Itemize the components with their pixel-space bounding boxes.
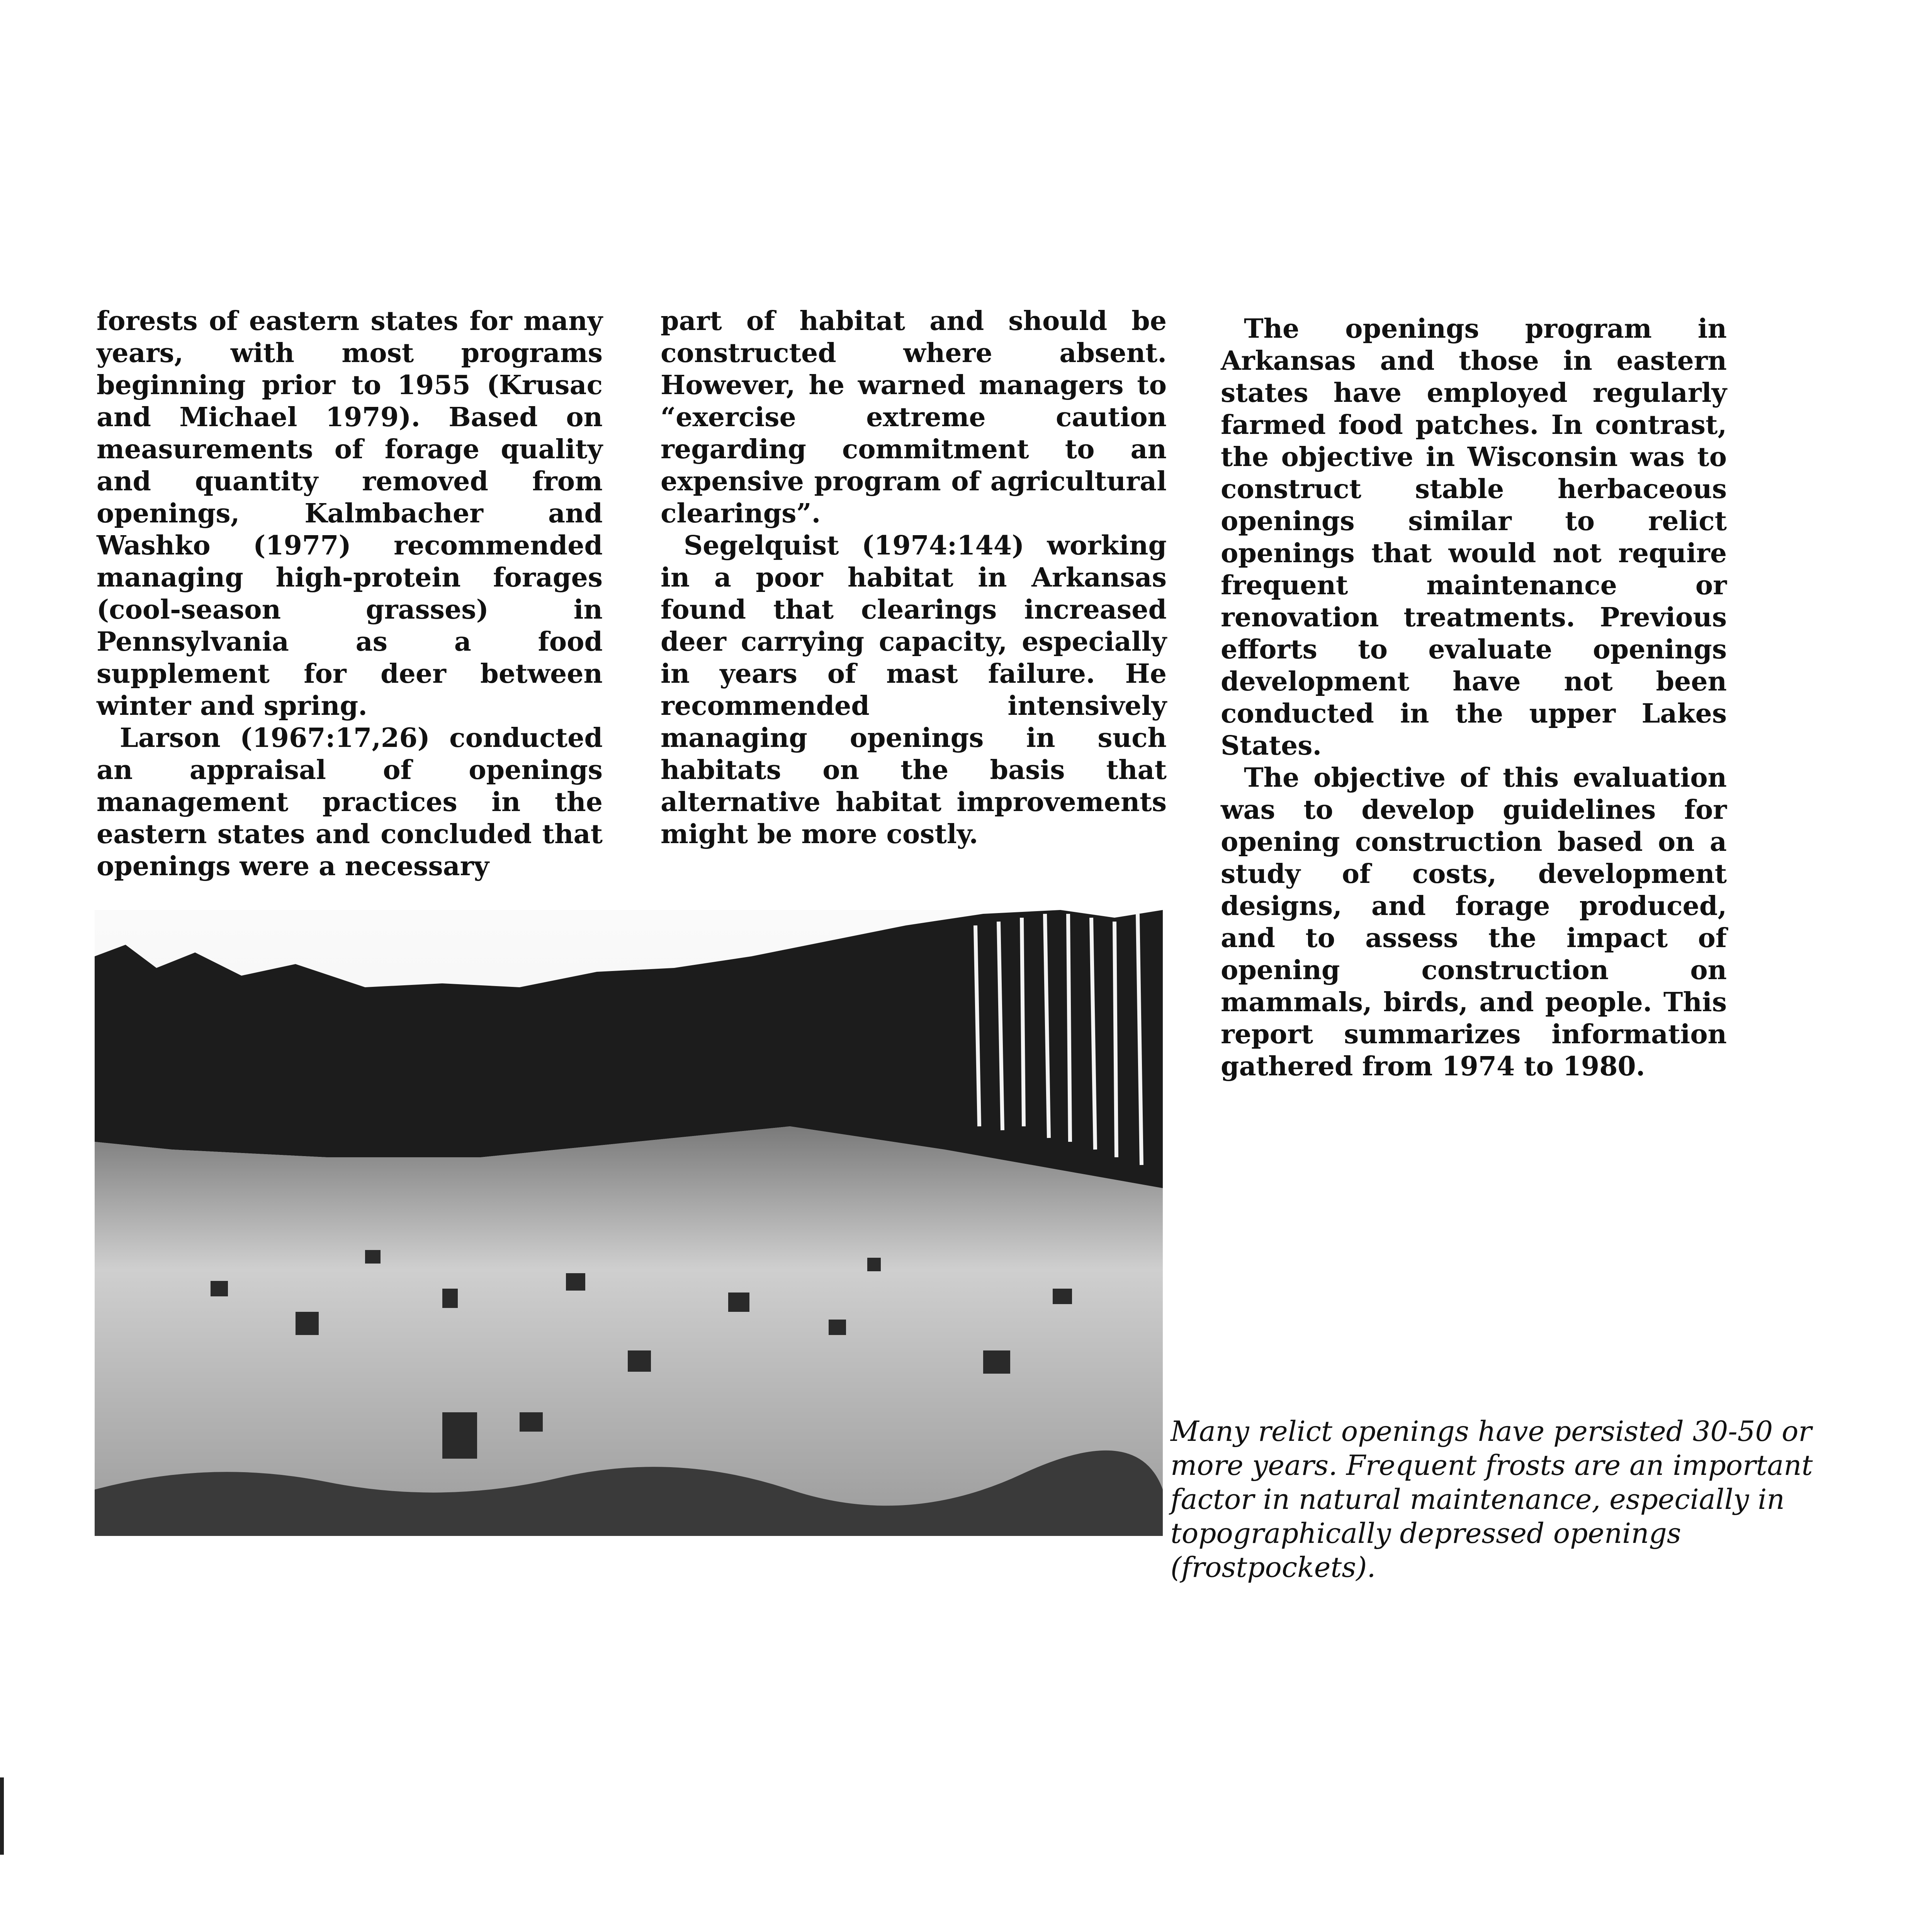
text-column-2 [661,305,1167,850]
photo-caption: Many relict openings have persisted 30-50 or more years. Frequent frosts are an important factor in natural maintenance, especially in topographically depressed openings (frostpockets). [1171,1415,1813,1583]
text-column-3 [1221,313,1727,1083]
paragraph: Segelquist (1974:144) working in a poor habitat in Arkansas found that clearings increased deer carrying capacity, especially in years of mast failure. He recommended intensively managing openings in such habitats on the basis that alternative habitat improvements might be more costly. [661,530,1167,850]
photo-illustration [95,910,1163,1536]
paragraph: forests of eastern states for many years, with most programs beginning prior to 1955 (Krusac and Michael 1979). Based on measurements of forage quality and quantity removed from openings, Kalmbacher and Washko (1977) recommended managing high-protein forages (cool-season grasses) in Pennsylvania as a food supplement for deer between winter and spring. [97,306,603,721]
paragraph: The objective of this evaluation was to develop guidelines for opening construction based on a study of costs, development designs, and forage produced, and to assess the impact of opening construction on mammals, birds, and people. This report summarizes information gathered from 1974 to 1980. [1221,762,1727,1082]
scan-edge-mark [0,1777,4,1855]
paragraph: part of habitat and should be constructed where absent. However, he warned managers to “exercise extreme caution regarding commitment to an expensive program of agricultural clearings”. [661,306,1167,529]
forest-opening-photo [95,910,1163,1536]
paragraph: The openings program in Arkansas and those in eastern states have employed regularly farmed food patches. In contrast, the objective in Wisconsin was to construct stable herbaceous openings similar to relict openings that would not require frequent maintenance or renovation treatments. Previous efforts to evaluate openings development have not been conducted in the upper Lakes States. [1221,313,1727,761]
text-column-1 [97,305,603,883]
paragraph: Larson (1967:17,26) conducted an appraisal of openings management practices in the eastern states and concluded that openings were a necessary [97,723,603,882]
